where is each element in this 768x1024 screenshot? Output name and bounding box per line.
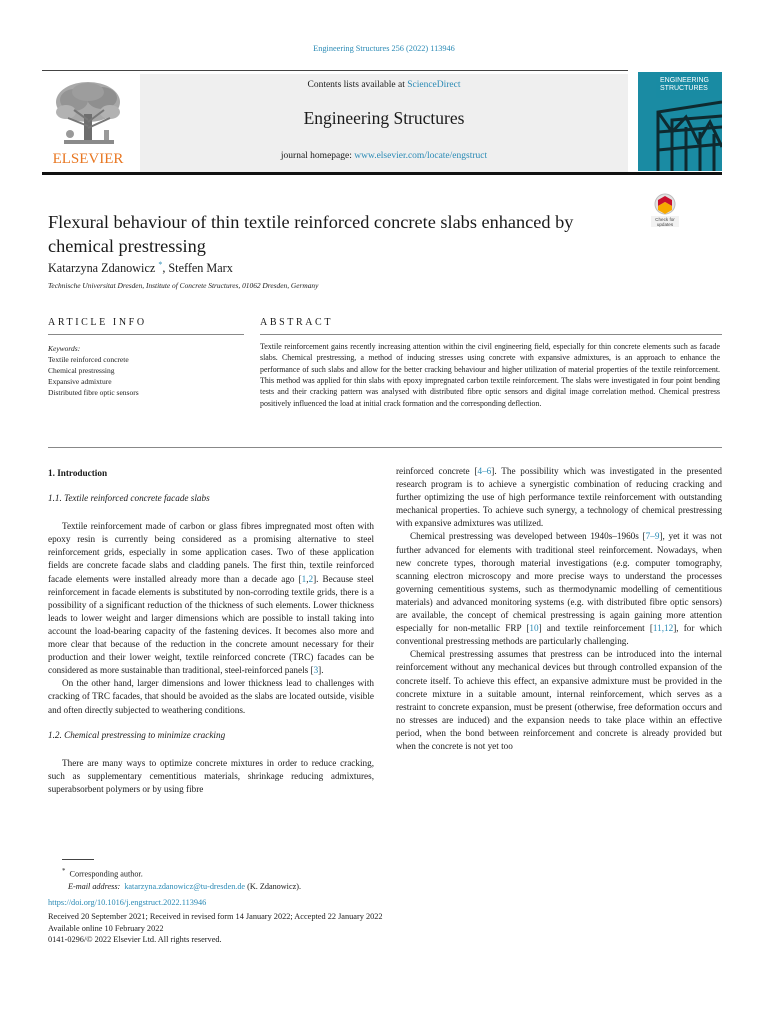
body-column-left <box>48 467 374 796</box>
article-info-heading: ARTICLE INFO <box>48 317 147 328</box>
elsevier-wordmark: ELSEVIER <box>52 151 124 166</box>
email-label: E-mail address: <box>68 881 121 891</box>
journal-homepage-line <box>140 151 628 161</box>
abstract-end-rule <box>48 447 722 448</box>
author-list <box>48 260 233 276</box>
body-paragraph <box>396 465 722 530</box>
email-suffix: (K. Zdanowicz). <box>247 881 302 891</box>
text-run: reinforced concrete [ <box>396 466 478 476</box>
available-online: Available online 10 February 2022 <box>48 923 164 933</box>
text-run: ]. The possibility which was investigated in the presented research program is to achieve a synergistic combination of reducing cracking and further optimizing the use of high performance textile reinforcement with outstanding mechanical properties. To achieve such synergy, a technology of chemical prestressing with expansive admixtures was utilized. <box>396 466 722 529</box>
subsection-heading-1-2: 1.2. Chemical prestressing to minimize cracking <box>48 729 226 740</box>
elsevier-logo <box>44 78 132 166</box>
journal-homepage-link[interactable]: www.elsevier.com/locate/engstruct <box>354 151 488 161</box>
text-run: ]. <box>318 665 324 676</box>
body-paragraph <box>48 520 374 677</box>
author-separator: , <box>162 261 169 276</box>
section-heading-introduction: 1. Introduction <box>48 468 108 478</box>
citation-link[interactable]: 1 <box>301 573 307 584</box>
article-info-rule <box>48 334 244 335</box>
contents-availability-line <box>140 80 628 90</box>
citation-link[interactable]: 2 <box>308 573 314 584</box>
body-paragraph: There are many ways to optimize concrete mixtures in order to reduce cracking, such as supplementary cementitious materials, shrinkage reducing admixtures, superabsorbent polymers or by using fibre <box>48 757 374 794</box>
crossmark-label-line2: updates <box>656 222 674 227</box>
citation-link[interactable]: 4–6 <box>477 466 492 476</box>
footnote-marker: * <box>62 868 66 875</box>
abstract-rule <box>260 334 722 335</box>
keyword-item: Expansive admixture <box>48 377 112 386</box>
footnote-corresponding-text: Corresponding author. <box>69 869 143 879</box>
journal-reference-link[interactable]: Engineering Structures 256 (2022) 113946 <box>313 44 455 53</box>
citation-link[interactable]: 11,12 <box>652 623 674 634</box>
author-zdanowicz: Katarzyna Zdanowicz <box>48 261 156 276</box>
masthead-bottom-rule <box>42 172 722 175</box>
text-run: ], yet it was not further advanced for elements with traditional steel reinforcement. Nowadays, when new concrete types, thorough material investigations (e.g. computer tomography, scanning electron microscopy and more precise ways to understand the processes governing cementitious systems, such as thermodynamic modelling of cementitious materials) and advanced monitoring systems (e.g. with distributed fibre optic sensors) are available, the concept of chemical prestressing is again gaining more attention especially for non-metallic FRP [ <box>396 531 722 634</box>
affiliation: Technische Universitat Dresden, Institute of Concrete Structures, 01062 Dresden, Germany <box>48 281 319 290</box>
text-run: ] and textile reinforcement [ <box>538 623 653 634</box>
corresponding-author-marker[interactable]: * <box>158 260 163 269</box>
cover-title-line1: ENGINEERING <box>660 77 710 84</box>
keyword-item: Chemical prestressing <box>48 366 115 375</box>
check-for-updates-badge[interactable] <box>648 192 682 228</box>
text-run: Textile reinforcement made of carbon or glass fibres impregnated most often with epoxy resin is currently being considered as a promising alternative to steel reinforcement grids, especially in some application cases. Two of these application fields are concrete facade slabs and cladding panels. The first thin, textile reinforced facade elements were installed already more than a decade ago [ <box>48 521 374 584</box>
cover-structure-graphic <box>638 72 722 171</box>
abstract-heading: ABSTRACT <box>260 317 334 328</box>
author-marx: Steffen Marx <box>168 261 233 276</box>
text-run: ]. Because steel reinforcement in facade elements is substituted by non-corroding textile grids, there is a possibility of a significant reduction of the thickness of such elements. Lower thickness leads to lower weight and larger dimensions which are possible to install taking into account the load-bearing capacity of the fastening devices. It becomes also more and more clear that because of the reduction in the concrete amount necessary for their production and their lower weight, textile reinforced concrete (TRC) facades can be considered as more sustainable than traditional, steel-reinforced panels [ <box>48 573 374 676</box>
cover-title-line2: STRUCTURES <box>660 85 708 92</box>
keywords-label: Keywords: <box>48 344 81 353</box>
footnote <box>62 866 301 893</box>
copyright-notice: 0141-0296/© 2022 Elsevier Ltd. All rights reserved. <box>48 935 222 945</box>
keywords-block <box>48 343 139 398</box>
body-column-right <box>396 465 722 753</box>
footnote-email-line <box>62 881 301 893</box>
subsection-heading-1-1: 1.1. Textile reinforced concrete facade slabs <box>48 493 210 504</box>
crossmark-icon <box>648 192 682 228</box>
elsevier-tree-icon <box>44 78 132 166</box>
sciencedirect-link[interactable]: ScienceDirect <box>407 80 461 90</box>
masthead-top-rule <box>42 70 628 71</box>
homepage-prefix: journal homepage: <box>280 151 355 161</box>
author-email-link[interactable]: katarzyna.zdanowicz@tu-dresden.de <box>124 881 246 891</box>
abstract-text: Textile reinforcement gains recently increasing attention within the civil engineering field, especially for thin concrete elements such as facade slabs. Chemical prestressing, a method of inducing stresses using concrete with expansive admixtures, is an approach to enhance the performance of such slabs and allow for the better cracking behaviour and higher utilization of material properties of the textile reinforcement. This method was applied for thin slabs with epoxy impregnated carbon textile reinforcement. The slabs were investigated in four point bending tests and their cracking pattern was analysed with distributed fibre optic sensors and digital image correlation method. Chemical prestress positively influenced the load at initial crack formation and the corresponding deflection. <box>260 342 720 408</box>
citation-link[interactable]: 3 <box>313 665 319 676</box>
body-paragraph <box>396 530 722 648</box>
keyword-item: Distributed fibre optic sensors <box>48 388 139 397</box>
doi-link[interactable]: https://doi.org/10.1016/j.engstruct.2022.113946 <box>48 898 207 907</box>
body-paragraph: Chemical prestressing assumes that prestress can be introduced into the internal reinforcement without any mechanical devices but through controlled expansion of the concrete itself. To achieve this effect, an expansive admixture must be provided in the concrete mixture in a suitable amount, internal reinforcement, which serves as a restraint to concrete expansion, must be present (otherwise, free deformation occurs and no stresses are induced) and the expansion needs to take place within an effective period, when the bond between reinforcement and concrete is already provided but when the concrete is not yet too <box>396 649 722 751</box>
contents-prefix: Contents lists available at <box>307 80 408 90</box>
footnote-rule <box>62 859 94 860</box>
paper-title: Flexural behaviour of thin textile reinforced concrete slabs enhanced by chemical prestressing <box>48 212 574 256</box>
footnote-corresponding <box>62 866 301 881</box>
publication-history <box>48 911 383 946</box>
citation-link[interactable]: 10 <box>529 623 539 634</box>
text-run: ], for which conventional prestressing methods are particularly challenging. <box>396 623 722 647</box>
crossmark-label-line1: Check for <box>655 217 675 222</box>
received-dates: Received 20 September 2021; Received in revised form 14 January 2022; Accepted 22 January 2022 <box>48 912 383 921</box>
journal-title: Engineering Structures <box>303 108 465 128</box>
text-run: , <box>306 573 309 584</box>
text-run: Chemical prestressing was developed between 1940s–1960s [ <box>410 531 646 542</box>
keyword-item: Textile reinforced concrete <box>48 355 129 364</box>
body-paragraph: On the other hand, larger dimensions and lower thickness lead to challenges with cracking of TRC facades, that should be avoided as the slabs are located outside, visible and often directly subjected to weathering conditions. <box>48 678 374 715</box>
citation-link[interactable]: 7–9 <box>645 531 660 542</box>
journal-cover-image <box>638 72 722 171</box>
